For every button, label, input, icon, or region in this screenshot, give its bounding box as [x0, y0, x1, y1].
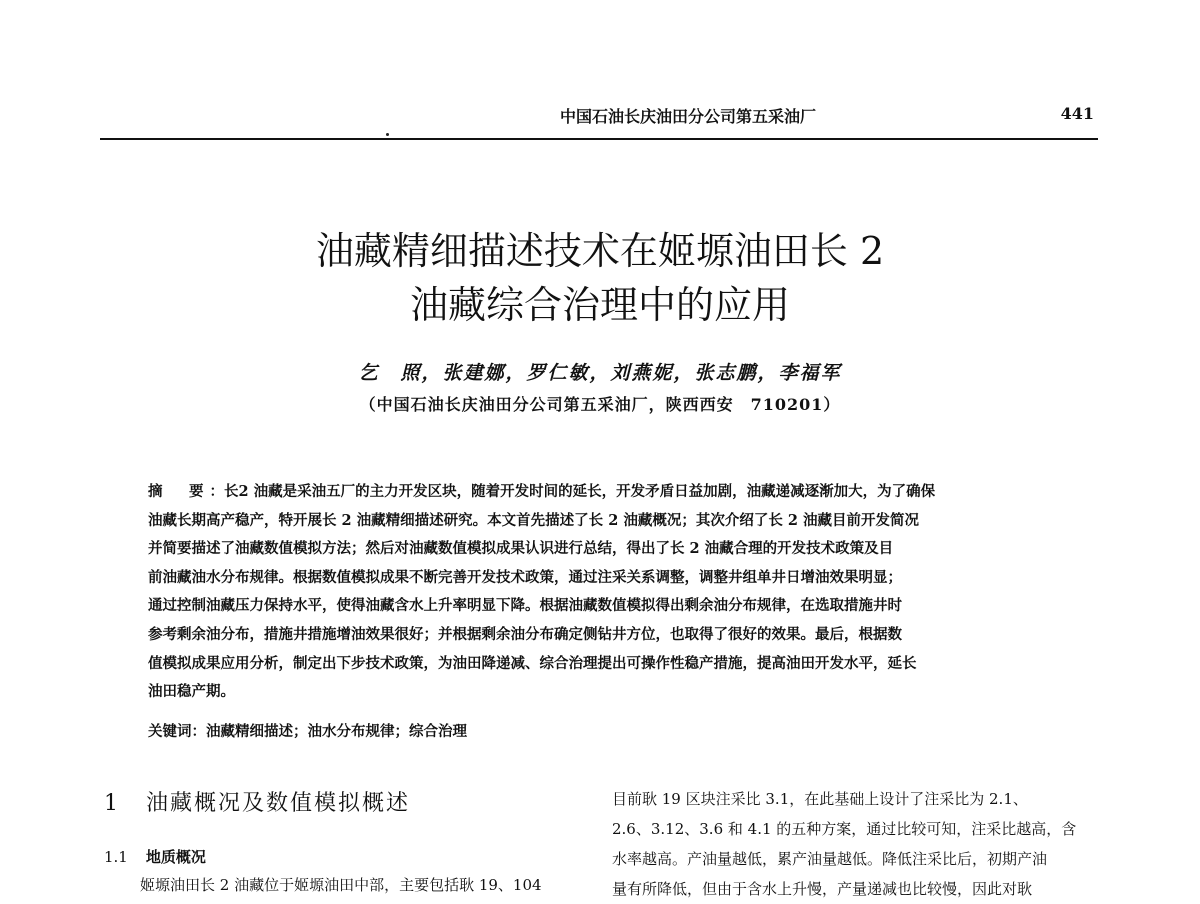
- running-header: [100, 104, 1098, 140]
- abstract-text: ：长2 油藏是采油五厂的主力开发区块，随着开发时间的延长，开发矛盾日益加剧，油藏递减逐渐加大，为了确保: [209, 483, 936, 500]
- abstract-label: 摘 要: [148, 484, 210, 500]
- section-number: 1: [104, 791, 120, 816]
- abstract-line: 前油藏油水分布规律。根据数值模拟成果不断完善开发技术政策，通过注采关系调整，调整井组单井日增油效果明显；: [148, 568, 902, 586]
- subsection-heading: [104, 846, 206, 867]
- title-line-2: 油藏综合治理中的应用: [409, 283, 790, 327]
- subsection-title: 地质概况: [145, 848, 206, 866]
- page-number: 441: [1060, 104, 1094, 123]
- running-title: 中国石油长庆油田分公司第五采油厂: [560, 107, 817, 126]
- body-line: 水率越高。产油量越低，累产油量越低。降低注采比后，初期产油: [612, 850, 1048, 868]
- body-line: 量有所降低，但由于含水上升慢，产量递减也比较慢，因此对耿: [612, 880, 1033, 898]
- left-column-text: 姬塬油田长 2 油藏位于姬塬油田中部，主要包括耿 19、104: [140, 876, 542, 894]
- abstract-line: [148, 478, 1052, 507]
- body-line: 目前耿 19 区块注采比 3.1，在此基础上设计了注采比为 2.1、: [612, 790, 1028, 808]
- abstract: [148, 478, 1052, 707]
- right-column-text: [612, 784, 1098, 904]
- keywords: [148, 720, 1052, 741]
- abstract-line: 参考剩余油分布，措施井措施增油效果很好；并根据剩余油分布确定侧钻井方位，也取得了很好的效果。最后，根据数: [148, 625, 902, 643]
- keywords-text: ：油藏精细描述；油水分布规律；综合治理: [191, 723, 467, 740]
- author-list: 乞 照，张建娜，罗仁敏，刘燕妮，张志鹏，李福军: [358, 362, 842, 384]
- abstract-line: 油藏长期高产稳产，特开展长 2 油藏精细描述研究。本文首先描述了长 2 油藏概况；其次介绍了长 2 油藏目前开发简况: [148, 511, 920, 529]
- title-line-1: 油藏精细描述技术在姬塬油田长 2: [315, 229, 885, 273]
- subsection-number: 1.1: [104, 848, 128, 866]
- scan-speck: [386, 133, 389, 136]
- body-line: 2.6、3.12、3.6 和 4.1 的五种方案，通过比较可知，注采比越高，含: [612, 820, 1077, 838]
- keywords-label: 关键词: [148, 724, 192, 740]
- section-heading: [104, 786, 410, 817]
- paper-title: [0, 224, 1200, 332]
- abstract-line: 值模拟成果应用分析，制定出下步技术政策，为油田降递减、综合治理提出可操作性稳产措施，提高油田开发水平，延长: [148, 654, 917, 672]
- abstract-line: 油田稳产期。: [148, 683, 235, 701]
- abstract-line: 通过控制油藏压力保持水平，使得油藏含水上升率明显下降。根据油藏数值模拟得出剩余油分布规律，在选取措施井时: [148, 597, 902, 615]
- abstract-line: 并简要描述了油藏数值模拟方法；然后对油藏数值模拟成果认识进行总结，得出了长 2 油藏合理的开发技术政策及目: [148, 540, 894, 558]
- affiliation: （中国石油长庆油田分公司第五采油厂，陕西西安 710201）: [359, 395, 841, 414]
- section-title: 油藏概况及数值模拟概述: [146, 791, 411, 816]
